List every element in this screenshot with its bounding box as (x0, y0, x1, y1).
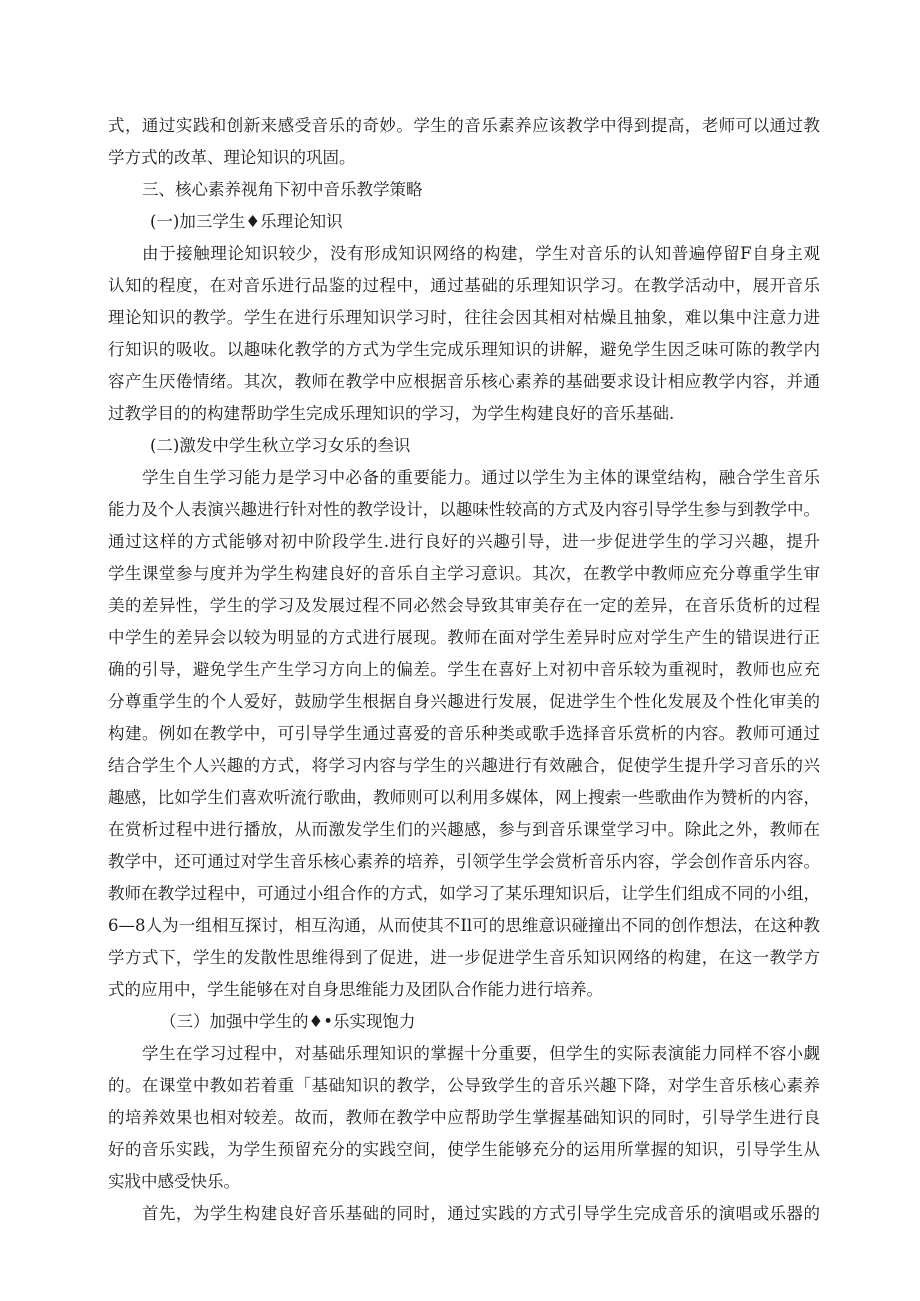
paragraph-line: 式，通过实践和创新来感受音乐的奇妙。学生的音乐素养应该教学中得到提高，老师可以通过教 (108, 116, 820, 135)
paragraph-line: 在赏析过程中进行播放，从而激发学生们的兴趣感，参与到音乐课堂学习中。除此之外，教师在 (108, 820, 820, 839)
paragraph-line: 学生在学习过程中，对基础乐理知识的掌握十分重要，但学生的实际表演能力同样不容小觑 (142, 1044, 820, 1063)
paragraph-line: 通过这样的方式能够对初中阶段学生.进行良好的兴趣引导，进一步促进学生的学习兴趣，提升 (108, 532, 820, 551)
paragraph-line: 分尊重学生的个人爱好，鼓励学生根据自身兴趣进行发展，促进学生个性化发展及个性化审美的 (108, 692, 820, 711)
section-heading: 三、核心素养视角下初中音乐教学策略 (142, 180, 423, 199)
paragraph-line: 学生自生学习能力是学习中必备的重要能力。通过以学生为主体的课堂结构，融合学生音乐 (142, 468, 820, 487)
paragraph-line: 中学生的差异会以较为明显的方式进行展现。教师在面对学生差异时应对学生产生的错误进行正 (108, 628, 820, 647)
paragraph-line: 教学中，还可通过对学生音乐核心素养的培养，引领学生学会赏析音乐内容，学会创作音乐内容。 (108, 852, 820, 871)
subsection-heading: (一)加三学生♦乐理论知识 (150, 212, 343, 231)
paragraph-line: 教师在教学过程中，可通过小组合作的方式，如学习了某乐理知识后，让学生们组成不同的小组， (108, 884, 820, 903)
paragraph-line: 的。在课堂中教如若着重「基础知识的教学，公导致学生的音乐兴趣下降，对学生音乐核心素养 (108, 1076, 820, 1095)
paragraph-line: 好的音乐实践，为学生预留充分的实践空间，使学生能够充分的运用所掌握的知识，引导学生从 (108, 1140, 820, 1159)
paragraph-line: 的培养效果也相对较差。故而，教师在教学中应帮助学生掌握基础知识的同时，引导学生进行良 (108, 1108, 820, 1127)
paragraph-line: 6—8人为一组相互探讨，相互沟通，从而使其不Il可的思维意识碰撞出不同的创作想法，在这种教 (108, 916, 820, 935)
paragraph-line: 行知识的吸收。以趣味化教学的方式为学生完成乐理知识的讲解，避免学生因乏味可陈的教学内 (108, 340, 820, 359)
paragraph-line: 实戕中感受快乐。 (108, 1172, 240, 1191)
paragraph-line: 趣感，比如学生们喜欢听流行歌曲，教师则可以利用多媒体，网上搜索一些歌曲作为赞析的内容， (108, 788, 820, 807)
paragraph-line: 学方式的改革、理论知识的巩固。 (108, 148, 356, 167)
paragraph-line: 认知的程度，在对音乐进行品鉴的过程中，通过基础的乐理知识学习。在教学活动中，展开音乐 (108, 276, 820, 295)
paragraph-line: 结合学生个人兴趣的方式，将学习内容与学生的兴趣进行有效融合，促使学生提升学习音乐的兴 (108, 756, 820, 775)
subsection-heading: （三）加强中学生的♦•乐实现饱力 (160, 1012, 416, 1031)
paragraph-line: 确的引导，避免学生产生学习方向上的偏差。学生在喜好上对初中音乐较为重视时，教师也应充 (108, 660, 820, 679)
paragraph-line: 由于接触理论知识较少，没有形成知识网络的构建，学生对音乐的认知普遍停留F自身主观 (142, 244, 820, 263)
paragraph-line: 式的应用中，学生能够在对自身思维能力及团队合作能力进行培养。 (108, 980, 603, 999)
subsection-heading: (二)激发中学生秋立学习女乐的叁识 (150, 436, 411, 455)
paragraph-line: 能力及个人表演兴趣进行针对性的教学设计，以趣味性较高的方式及内容引导学生参与到教学中。 (108, 500, 820, 519)
paragraph-line: 理论知识的教学。学生在进行乐理知识学习时，往往会因其相对枯燥且抽象，难以集中注意力进 (108, 308, 820, 327)
paragraph-line: 构建。例如在教学中，可引导学生通过喜爱的音乐种类或歌手选择音乐赏析的内容。教师可通过 (108, 724, 820, 743)
paragraph-line: 过教学目的的构建帮助学生完成乐理知识的学习，为学生构建良好的音乐基础. (108, 404, 675, 423)
paragraph-line: 首先，为学生构建良好音乐基础的同时，通过实践的方式引导学生完成音乐的演唱或乐器的 (142, 1204, 820, 1223)
paragraph-line: 容产生厌倦情绪。其次，教师在教学中应根据音乐核心素养的基础要求设计相应教学内容，并通 (108, 372, 820, 391)
paragraph-line: 美的差异性，学生的学习及发展过程不同必然会导致其审美存在一定的差异，在音乐货析的过程 (108, 596, 820, 615)
paragraph-line: 学生课堂参与度并为学生构建良好的音乐自主学习意识。其次，在教学中教师应充分尊重学生审 (108, 564, 820, 583)
paragraph-line: 学方式下，学生的发散性思维得到了促进，进一步促进学生音乐知识网络的构建，在这一教学方 (108, 948, 820, 967)
